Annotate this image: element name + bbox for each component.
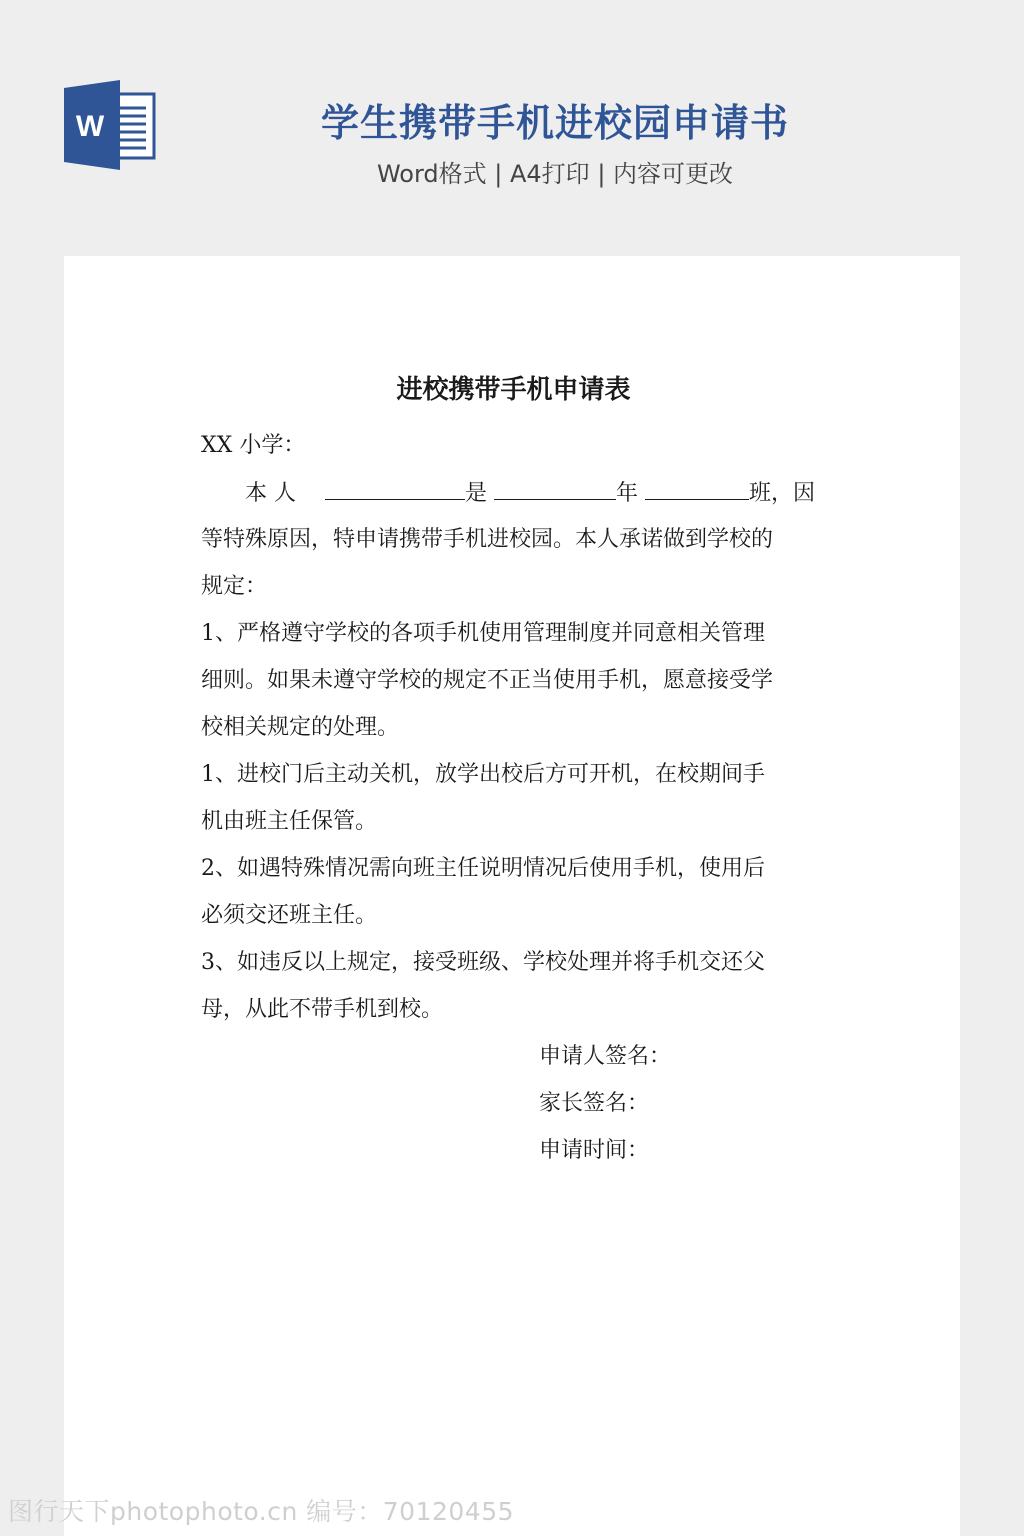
header xyxy=(0,0,1024,250)
intro-grade: 年 xyxy=(616,481,639,506)
word-icon xyxy=(64,80,156,170)
watermark: 图行天下photophoto.cn 编号：70120455 xyxy=(8,1497,515,1526)
page-subtitle: Word格式 | A4打印 | 内容可更改 xyxy=(376,160,734,188)
word-icon-letter: W xyxy=(75,110,105,143)
rule-4-line-2: 母，从此不带手机到校。 xyxy=(201,997,444,1022)
application-date-label: 申请时间： xyxy=(539,1138,650,1163)
rule-4-line-1: 3、如违反以上规定，接受班级、学校处理并将手机交还父 xyxy=(201,950,765,975)
document-page xyxy=(64,256,960,1536)
rule-2-line-2: 机由班主任保管。 xyxy=(201,809,378,834)
document-body xyxy=(201,368,826,1174)
intro-continuation-2: 规定： xyxy=(201,574,268,599)
rule-3-line-1: 2、如遇特殊情况需向班主任说明情况后使用手机，使用后 xyxy=(201,856,765,881)
rule-1-line-3: 校相关规定的处理。 xyxy=(201,715,400,740)
rule-1-line-1: 1、严格遵守学校的各项手机使用管理制度并同意相关管理 xyxy=(201,621,765,646)
parent-signature-label: 家长签名： xyxy=(539,1091,650,1116)
salutation: XX 小学： xyxy=(201,433,306,458)
intro-line xyxy=(201,469,826,516)
document-title: 进校携带手机申请表 xyxy=(396,375,631,405)
intro-is: 是 xyxy=(465,481,488,506)
page-title: 学生携带手机进校园申请书 xyxy=(320,101,789,145)
rule-2-line-1: 1、进校门后主动关机，放学出校后方可开机，在校期间手 xyxy=(201,762,765,787)
name-blank[interactable] xyxy=(325,469,465,500)
applicant-signature-label: 申请人签名： xyxy=(539,1044,672,1069)
intro-continuation: 等特殊原因，特申请携带手机进校园。本人承诺做到学校的 xyxy=(201,527,774,552)
signature-block xyxy=(539,1033,826,1174)
rule-3-line-2: 必须交还班主任。 xyxy=(201,903,378,928)
intro-class: 班，因 xyxy=(749,481,816,506)
class-blank[interactable] xyxy=(645,469,749,500)
intro-prefix: 本 人 xyxy=(245,481,296,506)
rule-1-line-2: 细则。如果未遵守学校的规定不正当使用手机，愿意接受学 xyxy=(201,668,774,693)
grade-blank[interactable] xyxy=(494,469,616,500)
